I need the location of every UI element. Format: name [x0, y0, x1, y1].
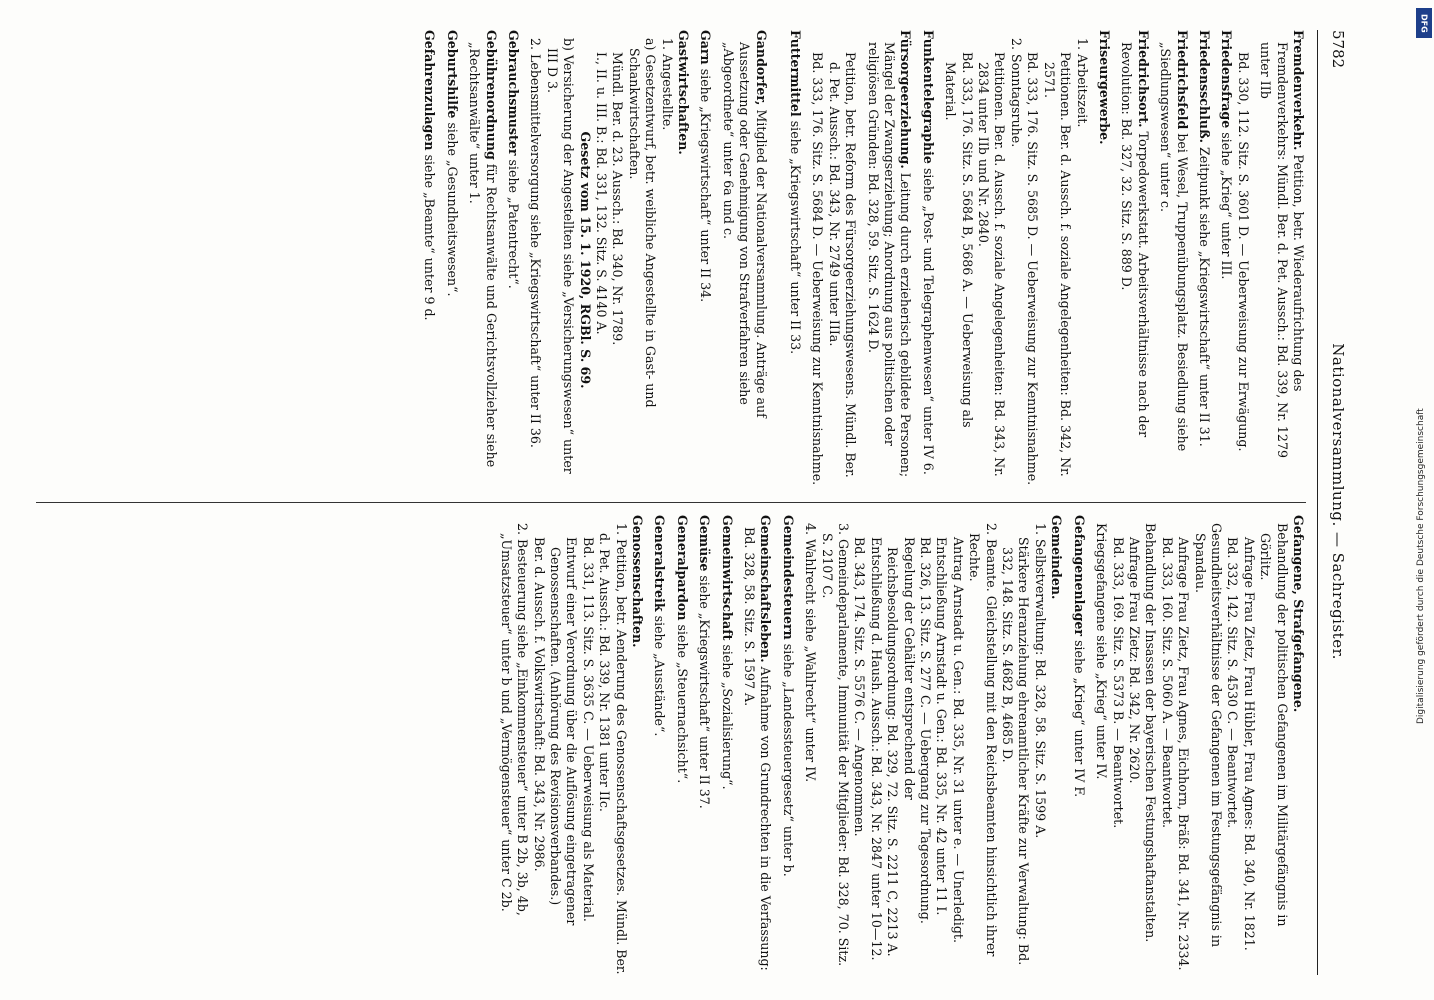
entry-text: Aufnahme von Grundrechten in die Verfassung: Bd. 328, 58. Sitz. S. 1597 A. [742, 527, 774, 971]
entry-heading: Gefahrenzulagen [422, 30, 438, 151]
entry-text: Torpedowerkstatt. Arbeitsverhältnisse nach der Revolution: Bd. 327, 32. Sitz. S. 889 D. [1119, 42, 1151, 438]
index-entry [787, 30, 803, 490]
column-divider [36, 502, 1306, 503]
entry-subtext: Stärkere Heranziehung ehrenamtlicher Kräfte zur Verwaltung: Bd. 332, 148. Sitz. S. 4682 B, 4685 D. [1000, 537, 1032, 966]
right-column [497, 515, 1306, 975]
entry-subtext: 1. Arbeitszeit. [1074, 38, 1090, 128]
entry-heading: Gemeinschaftsleben. [758, 515, 774, 663]
index-entry [696, 515, 712, 975]
entry-subtext: Petitionen. Ber. d. Aussch. f. soziale Angelegenheiten: Bd. 342, Nr. 2571. [1041, 52, 1074, 477]
index-entry [779, 515, 795, 975]
entry-text: siehe „Patentrecht“. [505, 159, 521, 289]
entry-text: Petition, betr. Wiederaufrichtung des Fremdenverkehrs: Mündl. Ber. d. Pet. Aussch.: Bd. 339, Nr. 1279 unter IIb [1258, 42, 1306, 458]
index-entry [651, 515, 667, 975]
entry-subtext: Gesundheitsverhältnisse der Gefangenen im Festungsgefängnis in Spandau. [1192, 523, 1224, 948]
entry-heading: Gefangenenlager [1071, 515, 1087, 637]
entry-subtext: Petitionen. Ber. d. Aussch. f. soziale Angelegenheiten: Bd. 343, Nr. 2834 unter IIb und Nr. 2840. [976, 52, 1008, 477]
entry-subtext: Mündl. Ber. d. 23. Aussch.: Bd. 340, Nr. 1789. [610, 52, 626, 346]
entry-subtext: Entschließung d. Haush. Aussch.: Bd. 343, Nr. 2847 unter 10—12. [868, 537, 884, 961]
entry-subtext: Bd. 331, 113. Sitz. S. 3635 C. — Ueberweisung als Material. [580, 537, 596, 922]
page-title: Nationalversammlung. — Sachregister. [1329, 343, 1347, 660]
index-entry [1257, 30, 1306, 490]
index-entry [864, 30, 913, 490]
entry-subtext: Entwurf einer Verordnung über die Auflösung eingetragener Genossenschaften. (Anhörung des Revisionsverbandes.) [547, 537, 580, 926]
index-entry [1096, 30, 1112, 490]
entry-subtext: a) Gesetzentwurf, betr. weibliche Angestellte in Gast- und Schankwirtschaften. [626, 38, 659, 408]
index-entry [466, 30, 499, 490]
index-entry [697, 30, 713, 490]
entry-heading: Gastwirtschaften. [676, 30, 691, 155]
index-entry [421, 30, 437, 490]
index-entry [1157, 30, 1190, 490]
entry-heading: Genossenschaften. [629, 515, 645, 648]
entry-text: siehe „Gesundheitswesen“. [444, 122, 460, 297]
index-entry [718, 515, 734, 975]
entry-subtext: Antrag Arnstadt u. Gen.: Bd. 335, Nr. 31 unter e. — Unerledigt. [950, 537, 966, 944]
index-entry [505, 30, 521, 490]
left-column [415, 30, 1306, 490]
entry-subtext: Entschließung Arnstadt u. Gen.: Bd. 335, Nr. 42 unter 11 I. [934, 537, 950, 916]
entry-text: siehe „Beamte“ unter 9 d. [422, 154, 438, 321]
entry-subtext: 2. Beamte. Gleichstellung mit den Reichsbeamten hinsichtlich ihrer Rechte. [967, 523, 999, 957]
entry-subtext: 3. Gemeindeparlamente, Immunität der Mitglieder: Bd. 328, 70. Sitz. S. 2107 C. [819, 523, 852, 967]
dfg-logo: DFG [1416, 8, 1432, 38]
entry-subtext: 2. Sonntagsruhe. [1008, 38, 1024, 148]
index-entry [443, 30, 459, 490]
entry-heading: Gebührenordnung [483, 30, 499, 160]
entry-text: siehe „Landessteuergesetz“ unter b. [780, 643, 796, 877]
entry-subtext: 2. Besteuerung siehe „Einkommensteuer“ unter B 2b, 3b, 4b, „Umsatzsteuer“ unter b und „Vermögensteuer“ unter C 2b. [498, 523, 531, 916]
entry-text: siehe „Krieg“ unter IV F. [1071, 640, 1087, 798]
entry-text: siehe „Post- und Telegraphenwesen“ unter IV 6. [920, 167, 936, 475]
entry-heading: Gebrauchsmuster [505, 30, 521, 156]
index-entry [1070, 515, 1086, 975]
index-entry [741, 515, 774, 975]
entry-subtext: 2. Lebensmittelversorgung siehe „Kriegswirtschaft“ unter II 36. [528, 38, 544, 448]
page-header [1317, 30, 1358, 975]
entry-text: Zeitpunkt siehe „Kriegswirtschaft“ unter II 31. [1196, 147, 1212, 447]
entry-subtext: b) Versicherung der Angestellten siehe „Versicherungswesen“ unter III D 3. [544, 38, 577, 474]
index-entry [1118, 30, 1151, 490]
entry-heading: Fremdenverkehr. [1291, 30, 1306, 151]
entry-subtext: Anfrage Frau Zietz, Frau Hübler, Frau Agnes: Bd. 340, Nr. 1821. [1241, 537, 1257, 951]
entry-subtext: Bd. 326, 13. Sitz. S. 277 C. — Uebergang zur Tagesordnung. [918, 537, 934, 924]
entry-subtext: Bd. 343, 174. Sitz. S. 5576 C. — Angenommen. [852, 537, 868, 837]
entry-subtext: Kriegsgefangene siehe „Krieg“ unter IV. [1094, 523, 1110, 780]
entry-subtext: Bd. 330, 112. Sitz. S. 3601 D. — Ueberweisung zur Erwägung. [1235, 52, 1251, 452]
entry-heading: Geburtshilfe [444, 30, 460, 119]
entry-heading: Generalstreik [652, 515, 668, 612]
entry-text: siehe „Steuernachsicht“. [674, 624, 690, 784]
entry-subtext: 4. Wahlrecht siehe „Wahlrecht“ unter IV. [803, 523, 819, 783]
entry-subtext: Ber. d. Aussch. f. Volkswirtschaft: Bd. 343, Nr. 2986. [531, 537, 547, 872]
entry-text: siehe „Kriegswirtschaft“ unter II 34. [698, 68, 714, 303]
entry-text: siehe „Krieg“ unter III. [1219, 132, 1235, 280]
entry-text: siehe „Ausstände“. [652, 615, 668, 737]
entry-subtext: Bd. 333, 176. Sitz. S. 5684 B, 5686 A. — Ueberweisung als Material. [943, 52, 975, 428]
entry-subtext: Bd. 333, 176. Sitz. S. 5684 D. — Ueberweisung zur Kenntnisnahme. [810, 52, 826, 486]
entry-heading: Gandorfer, [753, 30, 769, 106]
entry-subtext: Behandlung der politischen Gefangenen im Militärgefängnis in Görlitz. [1258, 523, 1290, 927]
entry-subtext: Bd. 332, 142. Sitz. S. 4530 C. — Beantwortet. [1225, 537, 1241, 829]
entry-text: siehe „Sozialisierung“. [719, 644, 735, 790]
index-entry [1048, 515, 1064, 975]
entry-heading: Gefangene, Strafgefangene. [1291, 515, 1306, 713]
entry-heading: Friedensfrage [1219, 30, 1235, 129]
entry-subtext: Bd. 333, 169. Sitz. S. 5373 B. — Beantwortet. [1110, 537, 1126, 829]
entry-subtext: Petition, betr. Reform des Fürsorgeerziehungswesens. Mündl. Ber. d. Pet. Aussch.: Bd. 343, Nr. 2749 unter IIIa. [826, 52, 859, 478]
entry-subtext: Bd. 333, 176. Sitz. S. 5685 D. — Ueberweisung zur Kenntnisnahme. [1025, 52, 1041, 486]
entry-heading: Garn [698, 30, 714, 65]
entry-text: bei Wesel, Truppenübungsplatz. Besiedlung siehe „Siedlungswesen“ unter c. [1158, 42, 1190, 452]
index-entry [1196, 30, 1212, 490]
entry-heading: Friedrichsfeld [1174, 30, 1190, 130]
entry-heading: Funkentelegraphie [920, 30, 936, 164]
index-entry [719, 30, 768, 490]
entry-subtext: Anfrage Frau Zietz: Bd. 342, Nr. 2620. [1126, 537, 1142, 784]
entry-heading: Friseurgewerbe. [1096, 30, 1112, 145]
entry-subtext: Regelung der Gehälter entsprechend der Reichsbesoldungsordnung: Bd. 329, 72. Sitz. S. 2211 C, 2213 A. [885, 537, 917, 957]
entry-subtext: 1. Selbstverwaltung: Bd. 328, 58. Sitz. S. 1599 A. [1032, 523, 1048, 839]
index-entry [919, 30, 935, 490]
index-entry [1290, 515, 1306, 975]
entry-text: Mitglied der Nationalversammlung. Anträge auf Aussetzung oder Genehmigung von Strafverfahren siehe „Abgeordnete“ unter 6a und c. [720, 42, 769, 418]
entry-heading: Gemeinwirtschaft [719, 515, 735, 641]
entry-subtext: 1. Petition, betr. Aenderung des Genossenschaftsgesetzes. Mündl. Ber. d. Pet. Aussch.: Bd. 339, Nr. 1381 unter IIc. [597, 523, 629, 975]
entry-text: Leitung durch erzieherisch gebildete Personen; Mängel der Zwangserziehung; Anordnung aus politischen oder religiösen Gründen: Bd. 328, 59. Sitz. S. 1624 D. [865, 42, 914, 478]
entry-heading: Futtermittel [788, 30, 804, 117]
entry-subtext: Bd. 333, 160. Sitz. S. 5060 A. — Beantwortet. [1159, 537, 1175, 829]
law-reference: Gesetz vom 15. 1. 1920, RGBl. S. 69. [577, 131, 593, 389]
entry-subtext: I., II. u. III. B.: Bd. 331, 132. Sitz. S. 4140 A. [593, 52, 609, 335]
entry-heading: Friedrichsort. [1135, 30, 1151, 128]
entry-subtext: Behandlung der Insassen der bayerischen Festungshaftanstalten. [1143, 523, 1159, 943]
entry-heading: Gemeindesteuern [780, 515, 796, 640]
digitization-credit: Digitalisierung gefördert durch die Deutsche Forschungsgemeinschaft [1416, 408, 1426, 724]
entry-heading: Gemeinden. [1049, 515, 1065, 600]
index-entry [629, 515, 645, 975]
entry-heading: Friedensschluß. [1196, 30, 1212, 144]
page-number: 5782 [1329, 30, 1347, 69]
rotated-document-page [28, 30, 1358, 975]
entry-heading: Gemüse [697, 515, 713, 572]
entry-text: siehe „Kriegswirtschaft“ unter II 33. [788, 120, 804, 355]
index-entry [675, 30, 691, 490]
entry-subtext: 1. Angestellte. [659, 38, 675, 131]
entry-heading: Fürsorgeerziehung. [898, 30, 914, 169]
index-entry [1218, 30, 1234, 490]
index-entry [673, 515, 689, 975]
entry-text: siehe „Kriegswirtschaft“ unter II 37. [697, 575, 713, 809]
entry-subtext: Anfrage Frau Zietz, Frau Agnes, Eichhorn, Bräß: Bd. 341, Nr. 2334. [1176, 537, 1192, 971]
entry-text: für Rechtsanwälte und Gerichtsvollzieher siehe „Rechtsanwälte“ unter 1. [467, 42, 499, 468]
entry-heading: Generalpardon [674, 515, 690, 621]
